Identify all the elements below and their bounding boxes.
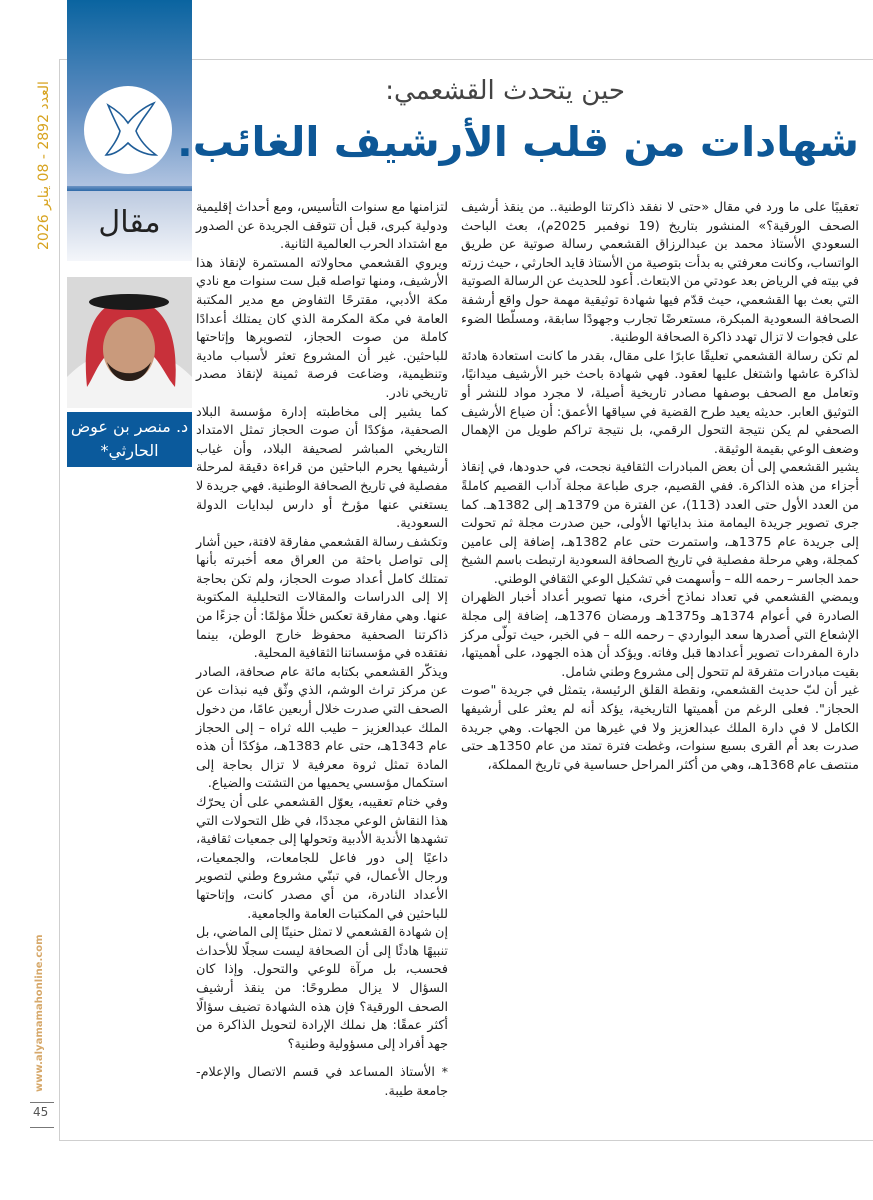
paragraph: لم تكن رسالة القشعمي تعليقًا عابرًا على مقال، بقدر ما كانت استعادة هادئة لذاكرة عاشها واشتغل عليها لعقود. فهي شهادة باحث خبر الأرشيف ميدانيًا، وتعامل مع الصحف بوصفها مصادر تاريخية أصيلة، لا مجرد مواد للنشر أو التوثيق العابر. حديثه يعيد طرح القضية في سياقها الأعمق: أن ضياع الأرشيف الصحفي لم يكن نتيجة التحول الرقمي، بل نتيجة تراكم طويل من الإهمال وضعف الوعي بقيمة الوثيقة. (461, 348, 859, 457)
frame-bottom-line (59, 1140, 873, 1141)
paragraph: ويروي القشعمي محاولاته المستمرة لإنقاذ هذا الأرشيف، ومنها تواصله قبل ست سنوات مع نادي مكة الأدبي، مقترحًا التفاوض مع مدير المكتبة العامة في مكة المكرمة الذي كان يمتلك أعدادًا كاملة من صوت الحجاز، لتصويرها وإتاحتها للباحثين. غير أن المشروع تعثر لأسباب مادية وتنظيمية، وضاعت فرصة ثمينة لإنقاذ مصدر تاريخي نادر. (196, 255, 448, 401)
issue-line: العدد 2892 - 08 يناير 2026 (36, 81, 52, 250)
frame-left-line (59, 59, 60, 1140)
page-number: 45 (33, 1105, 49, 1119)
author-footnote: * الأستاذ المساعد في قسم الاتصال والإعلام- جامعة طيبة. (196, 1065, 448, 1099)
paragraph: تعقيبًا على ما ورد في مقال «حتى لا نفقد ذاكرتنا الوطنية.. من ينقذ أرشيف الصحف الورقية؟» المنشور بتاريخ (19 نوفمبر 2025م)، بعث الباحث السعودي الأستاذ محمد بن عبدالرزاق القشعمي رسالة صوتية عن طريق الواتساب، وكانت معرفتي به بدأت بتوصية من الأستاذ قايد الحارثي ، حيث زرته في بيته في الرياض بعد عودتي من الابتعاث. أعود للحديث عن الرسالة الصوتية التي بعث بها القشعمي، حيث قدّم فيها شهادة توثيقية مهمة حول واقع أرشفة الصحافة السعودية المبكرة، مستعرضًا تجارب وجهودًا سابقة، ومسلّطا الضوء على فجوات لا تزال تهدد ذاكرة الصحافة الوطنية. (461, 200, 859, 346)
author-photo (67, 277, 192, 408)
paragraph: وفي ختام تعقيبه، يعوّل القشعمي على أن يحرّك هذا النقاش الوعي مجددًا، في ظل التحولات التي تشهدها الأندية الأدبية وتحولها إلى جمعيات ثقافية، داعيًا إلى دور فاعل للجامعات، والجمعيات، ورجال الأعمال، في تبنّي مشروع وطني لتصوير الأعداد النادرة، من أي مصدر كانت، وإتاحتها للباحثين في المكتبات العامة والجامعية. (196, 795, 448, 922)
article-column-middle (196, 199, 448, 1102)
paragraph: ويذكّر القشعمي بكتابه مائة عام صحافة، الصادر عن مركز تراث الوشم، الذي وثّق فيه نبذات عن الصحف التي صدرت خلال أربعين عامًا، من دخول الملك عبدالعزيز – طيب الله ثراه – إلى الحجاز عام 1343هـ، حتى عام 1383هـ، مؤكدًا أن هذه المادة تمثل ثروة معرفية لا تزال بحاجة إلى استكمال مؤسسي يحميها من التشتت والضياع. (196, 664, 448, 792)
paragraph: كما يشير إلى مخاطبته إدارة مؤسسة البلاد الصحفية، مؤكدًا أن صوت الحجاز تمثل الامتداد التاريخي المباشر لصحيفة البلاد، وأن غياب أرشيفها يحرم الباحثين من قراءة دقيقة لمرحلة مفصلية في تاريخ الصحافة الوطنية. فهي جريدة لا يستغني عنها مؤرخ أو دارس لبدايات الدولة السعودية. (196, 404, 448, 532)
magazine-logo-icon (84, 86, 172, 174)
page-number-rule (30, 1127, 54, 1128)
paragraph: وتكشف رسالة القشعمي مفارقة لافتة، حين أشار إلى تواصل باحثة من العراق معه أخبرته بأنها تمتلك كامل أعداد صوت الحجاز، ولم تكن بحاجة إلا إلى الدراسات والمقالات التحليلية المكتوبة عنها. وهي مفارقة تعكس خللًا مؤلمًا: أن جزءًا من ذاكرتنا الصحفية محفوظ خارج الوطن، بينما نفتقده في مؤسساتنا الثقافية المحلية. (196, 534, 448, 662)
paragraph: إن شهادة القشعمي لا تمثل حنينًا إلى الماضي، بل تنبيهًا هادئًا إلى أن الصحافة ليست سجلًا للأحداث فحسب، بل مرآة للوعي والتحول. وإذا كان السؤال لا يزال مطروحًا: من ينقذ أرشيف الصحف الورقية؟ فإن هذه الشهادة تضيف سؤالًا أكثر عمقًا: هل نملك الإرادة لتحويل الذاكرة من جهد أفراد إلى مسؤولية وطنية؟ (196, 925, 448, 1052)
page-number-rule (30, 1102, 54, 1103)
article-column-right (461, 199, 859, 775)
section-label: مقال (98, 205, 161, 240)
paragraph: غير أن لبّ حديث القشعمي، ونقطة القلق الرئيسة، يتمثل في جريدة "صوت الحجاز". فعلى الرغم من أهميتها التاريخية، يؤكد أنه لم يعثر على أرشيفها الكامل لا في دارة الملك عبدالعزيز ولا في غيرها من الجهات. وهي جريدة صدرت بعد أم القرى بسبع سنوات، وغطت فترة تمتد من عام 1350هـ حتى منتصف عام 1368هـ، وهي من أكثر المراحل حساسية في تاريخ المملكة، (461, 683, 859, 773)
paragraph: يشير القشعمي إلى أن بعض المبادرات الثقافية نجحت، في حدودها، في إنقاذ أجزاء من هذه الذاكرة. ففي القصيم، جرى طباعة مجلة آداب القصيم كاملةً من العدد الأول حتى العدد (113)، عن الفترة من 1379هـ إلى 1382هـ. كما جرى تصوير جريدة اليمامة منذ بداياتها الأولى، حين صدرت مجلة ثم تحولت إلى جريدة عام 1375هـ، واستمرت حتى عام 1382هـ، إضافة إلى عامين كمجلة، وهي مرحلة مفصلية في تاريخ الصحافة السعودية ارتبطت باسم الشيخ حمد الجاسر – رحمه الله – وأسهمت في تشكيل الوعي الثقافي الوطني. (461, 460, 859, 587)
author-name-box (67, 412, 192, 467)
website-url[interactable]: www.alyamamahonline.com (34, 934, 45, 1092)
author-name-line2: الحارثي* (100, 441, 159, 460)
paragraph: لتزامنها مع سنوات التأسيس، ومع أحداث إقليمية ودولية كبرى، قبل أن تتوقف الجريدة عن الصدور مع اشتداد الحرب العالمية الثانية. (196, 200, 448, 253)
article-subtitle: حين يتحدث القشعمي: (385, 76, 625, 106)
author-name-line1: د. منصر بن عوض (70, 417, 189, 436)
article-title: شهادات من قلب الأرشيف الغائب. (177, 118, 859, 166)
paragraph: ويمضي القشعمي في تعداد نماذج أخرى، منها تصوير أعداد أخبار الظهران الصادرة في أعوام 1374هـ و1375هـ ورمضان 1376هـ، إضافة إلى مجلة الإشعاع التي أصدرها سعد البواردي – رحمه الله – في الخبر، حيث تولّى مركز دارة المفردات تصوير أعدادها قبل وفاته. ويؤكد أن هذه الجهود، على أهميتها، بقيت مبادرات متفرقة لم تتحول إلى مشروع وطني شامل. (461, 590, 859, 680)
